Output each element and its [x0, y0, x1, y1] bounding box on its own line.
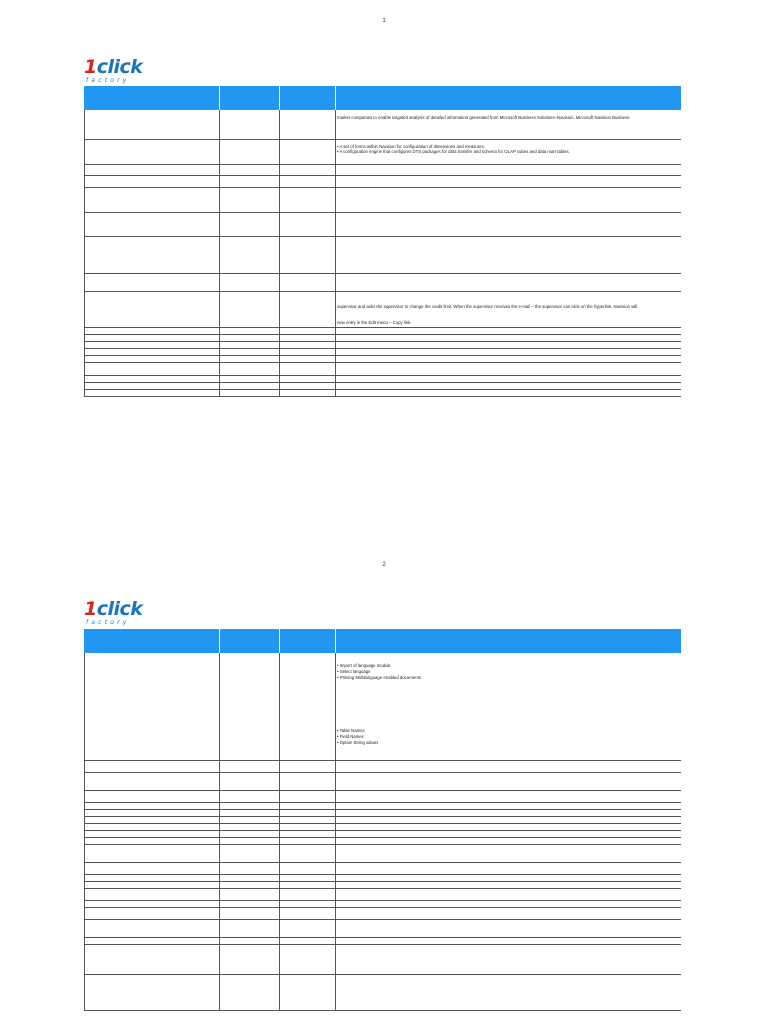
- description-cell: [337, 889, 681, 900]
- table-row: [84, 110, 681, 140]
- table-row: [84, 845, 681, 863]
- column-separator: [219, 817, 220, 823]
- description-line: • A set of forms within Navision for configuration of dimensions and measures.: [337, 144, 485, 149]
- column-separator: [84, 803, 85, 809]
- table-row: [84, 901, 681, 908]
- description-cell: [337, 824, 681, 830]
- column-separator: [84, 761, 85, 772]
- column-separator: [279, 863, 280, 874]
- column-separator: [335, 761, 336, 772]
- table-row: [84, 165, 681, 176]
- column-separator: [84, 390, 85, 396]
- description-line: new entry in the Edit menu – Copy link.: [337, 320, 412, 325]
- logo-tagline: factory: [86, 77, 130, 84]
- column-separator: [84, 889, 85, 900]
- logo-wordmark: 1click: [84, 598, 143, 620]
- table-row: [84, 292, 681, 328]
- description-cell: [337, 761, 681, 772]
- column-separator: [335, 875, 336, 881]
- table-row: [84, 831, 681, 838]
- table-row: [84, 791, 681, 803]
- column-separator: [279, 908, 280, 919]
- description-cell: [337, 791, 681, 802]
- description-cell: [337, 176, 681, 187]
- description-line: • Option String values: [337, 740, 379, 745]
- column-separator: [335, 349, 336, 355]
- column-separator: [219, 945, 220, 974]
- table-row: [84, 920, 681, 938]
- description-cell: [337, 237, 681, 273]
- table-row: [84, 938, 681, 945]
- column-separator: [84, 882, 85, 888]
- column-separator: [335, 383, 336, 389]
- description-cell: [337, 810, 681, 816]
- column-separator: [219, 845, 220, 862]
- table-row: [84, 838, 681, 845]
- column-separator: [335, 188, 336, 212]
- table-header: [84, 629, 681, 653]
- column-separator: [84, 817, 85, 823]
- table-row: [84, 335, 681, 342]
- description-line: • Field Names: [337, 734, 364, 739]
- column-separator: [335, 213, 336, 236]
- column-separator: [335, 908, 336, 919]
- description-cell: [337, 908, 681, 919]
- table-row: [84, 274, 681, 292]
- description-cell: [337, 817, 681, 823]
- column-separator: [279, 110, 280, 139]
- table-row: [84, 328, 681, 335]
- column-separator: [219, 889, 220, 900]
- column-separator: [279, 831, 280, 837]
- column-separator: [335, 824, 336, 830]
- description-cell: [337, 901, 681, 907]
- column-separator: [335, 356, 336, 362]
- column-separator: [219, 328, 220, 334]
- description-line: • Select language: [337, 669, 371, 674]
- column-separator: [279, 938, 280, 944]
- header-cell-version: [220, 86, 280, 110]
- company-logo: [84, 58, 142, 84]
- header-cell-description: [336, 629, 681, 653]
- column-separator: [335, 803, 336, 809]
- column-separator: [219, 390, 220, 396]
- column-separator: [335, 791, 336, 802]
- description-cell: [337, 945, 681, 974]
- description-cell: [337, 920, 681, 937]
- table-row: [84, 213, 681, 237]
- column-separator: [279, 356, 280, 362]
- column-separator: [84, 376, 85, 382]
- column-separator: [279, 824, 280, 830]
- column-separator: [279, 274, 280, 291]
- column-separator: [84, 356, 85, 362]
- column-separator: [279, 213, 280, 236]
- description-cell: [337, 875, 681, 881]
- column-separator: [84, 945, 85, 974]
- table-row: [84, 349, 681, 356]
- column-separator: [219, 824, 220, 830]
- column-separator: [84, 328, 85, 334]
- table-header: [84, 86, 681, 110]
- column-separator: [279, 975, 280, 1010]
- description-cell: [337, 838, 681, 844]
- description-cell: [337, 845, 681, 862]
- column-separator: [279, 140, 280, 164]
- table-row: [84, 773, 681, 791]
- page-number: 1: [382, 18, 386, 24]
- header-cell-version: [220, 629, 280, 653]
- header-cell-status: [280, 629, 336, 653]
- column-separator: [335, 975, 336, 1010]
- column-separator: [279, 390, 280, 396]
- column-separator: [335, 882, 336, 888]
- column-separator: [279, 383, 280, 389]
- column-separator: [84, 213, 85, 236]
- description-cell: [337, 188, 681, 212]
- logo-tagline: factory: [86, 619, 130, 626]
- column-separator: [279, 838, 280, 844]
- column-separator: [335, 390, 336, 396]
- description-cell: [337, 274, 681, 291]
- table-row: [84, 390, 681, 397]
- table-row: [84, 176, 681, 188]
- column-separator: [84, 791, 85, 802]
- column-separator: [335, 376, 336, 382]
- table-row: [84, 383, 681, 390]
- column-separator: [219, 975, 220, 1010]
- column-separator: [279, 653, 280, 760]
- column-separator: [279, 882, 280, 888]
- column-separator: [335, 653, 336, 760]
- column-separator: [219, 176, 220, 187]
- column-separator: [219, 803, 220, 809]
- column-separator: [279, 791, 280, 802]
- column-separator: [279, 889, 280, 900]
- column-separator: [335, 920, 336, 937]
- column-separator: [279, 901, 280, 907]
- column-separator: [84, 165, 85, 175]
- description-line: • A configuration engine that configures DTS packages for data transfer and schema for OLAP cubes and data mart tables.: [337, 149, 570, 154]
- description-cell: [337, 803, 681, 809]
- column-separator: [279, 176, 280, 187]
- description-cell: [337, 342, 681, 348]
- description-line: • Import of language module: [337, 663, 391, 668]
- column-separator: [335, 110, 336, 139]
- feature-table: [84, 629, 681, 1011]
- column-separator: [219, 110, 220, 139]
- table-body: [84, 110, 681, 397]
- column-separator: [335, 945, 336, 974]
- column-separator: [335, 901, 336, 907]
- table-row: [84, 356, 681, 363]
- column-separator: [84, 188, 85, 212]
- column-separator: [84, 938, 85, 944]
- column-separator: [219, 831, 220, 837]
- column-separator: [84, 845, 85, 862]
- column-separator: [219, 838, 220, 844]
- description-cell: [337, 328, 681, 334]
- table-row: [84, 975, 681, 1011]
- table-row: [84, 140, 681, 165]
- column-separator: [219, 938, 220, 944]
- column-separator: [219, 908, 220, 919]
- column-separator: [84, 140, 85, 164]
- column-separator: [279, 875, 280, 881]
- header-cell-status: [280, 86, 336, 110]
- table-row: [84, 376, 681, 383]
- description-cell: [337, 165, 681, 175]
- table-row: [84, 653, 681, 761]
- table-row: [84, 882, 681, 889]
- column-separator: [335, 831, 336, 837]
- table-row: [84, 761, 681, 773]
- column-separator: [335, 863, 336, 874]
- header-cell-feature: [84, 86, 220, 110]
- column-separator: [335, 237, 336, 273]
- table-row: [84, 889, 681, 901]
- column-separator: [219, 810, 220, 816]
- table-row: [84, 817, 681, 824]
- column-separator: [335, 889, 336, 900]
- column-separator: [219, 376, 220, 382]
- description-cell: [337, 863, 681, 874]
- column-separator: [335, 165, 336, 175]
- table-row: [84, 875, 681, 882]
- column-separator: [219, 292, 220, 327]
- column-separator: [219, 213, 220, 236]
- column-separator: [84, 292, 85, 327]
- description-cell: [337, 110, 681, 139]
- column-separator: [219, 863, 220, 874]
- column-separator: [279, 363, 280, 375]
- description-line: market companies to enable targeted analysis of detailed information generated from Microsoft Business Solutions–Navision. Microsoft Navision Business: [337, 115, 630, 120]
- table-row: [84, 188, 681, 213]
- description-cell: [337, 773, 681, 790]
- description-cell: [337, 975, 681, 1010]
- column-separator: [84, 975, 85, 1010]
- table-row: [84, 908, 681, 920]
- header-cell-description: [336, 86, 681, 110]
- column-separator: [84, 237, 85, 273]
- column-separator: [84, 383, 85, 389]
- column-separator: [219, 165, 220, 175]
- column-separator: [219, 791, 220, 802]
- description-line: supervisor and asks the supervisor to change the credit limit. When the supervisor receives the e-mail – the supervisor can click on the hyperlink. Navision will: [337, 304, 638, 309]
- column-separator: [279, 773, 280, 790]
- column-separator: [279, 349, 280, 355]
- description-cell: [337, 831, 681, 837]
- column-separator: [84, 274, 85, 291]
- column-separator: [279, 803, 280, 809]
- description-cell: [337, 938, 681, 944]
- column-separator: [335, 335, 336, 341]
- table-row: [84, 863, 681, 875]
- column-separator: [84, 773, 85, 790]
- description-cell: [337, 292, 681, 327]
- table-row: [84, 810, 681, 817]
- column-separator: [219, 383, 220, 389]
- column-separator: [84, 920, 85, 937]
- column-separator: [219, 237, 220, 273]
- column-separator: [219, 335, 220, 341]
- column-separator: [279, 761, 280, 772]
- page-number: 2: [382, 562, 386, 568]
- column-separator: [335, 274, 336, 291]
- column-separator: [219, 356, 220, 362]
- column-separator: [219, 901, 220, 907]
- column-separator: [84, 824, 85, 830]
- header-cell-feature: [84, 629, 220, 653]
- column-separator: [84, 863, 85, 874]
- description-line: • Printing Multilanguage enabled documents: [337, 675, 421, 680]
- column-separator: [335, 838, 336, 844]
- column-separator: [279, 376, 280, 382]
- column-separator: [335, 342, 336, 348]
- column-separator: [84, 335, 85, 341]
- column-separator: [335, 938, 336, 944]
- column-separator: [279, 328, 280, 334]
- column-separator: [279, 845, 280, 862]
- description-cell: [337, 653, 681, 760]
- description-cell: [337, 213, 681, 236]
- column-separator: [335, 817, 336, 823]
- column-separator: [219, 920, 220, 937]
- description-cell: [337, 383, 681, 389]
- column-separator: [279, 817, 280, 823]
- column-separator: [279, 810, 280, 816]
- table-row: [84, 237, 681, 274]
- table-row: [84, 342, 681, 349]
- column-separator: [279, 342, 280, 348]
- column-separator: [219, 188, 220, 212]
- column-separator: [84, 363, 85, 375]
- description-line: • Table Names: [337, 728, 365, 733]
- column-separator: [219, 363, 220, 375]
- column-separator: [84, 875, 85, 881]
- column-separator: [335, 363, 336, 375]
- column-separator: [279, 165, 280, 175]
- column-separator: [279, 188, 280, 212]
- column-separator: [219, 882, 220, 888]
- column-separator: [219, 140, 220, 164]
- table-row: [84, 363, 681, 376]
- column-separator: [335, 140, 336, 164]
- column-separator: [279, 945, 280, 974]
- column-separator: [335, 845, 336, 862]
- company-logo: [84, 600, 142, 626]
- column-separator: [335, 292, 336, 327]
- column-separator: [219, 773, 220, 790]
- column-separator: [219, 274, 220, 291]
- description-cell: [337, 356, 681, 362]
- description-cell: [337, 335, 681, 341]
- column-separator: [84, 831, 85, 837]
- feature-table: [84, 86, 681, 397]
- table-body: [84, 653, 681, 1011]
- table-row: [84, 803, 681, 810]
- column-separator: [335, 176, 336, 187]
- column-separator: [219, 653, 220, 760]
- column-separator: [84, 810, 85, 816]
- column-separator: [279, 292, 280, 327]
- column-separator: [84, 653, 85, 760]
- column-separator: [219, 875, 220, 881]
- description-cell: [337, 363, 681, 375]
- column-separator: [279, 335, 280, 341]
- column-separator: [335, 773, 336, 790]
- column-separator: [219, 342, 220, 348]
- description-cell: [337, 882, 681, 888]
- table-row: [84, 945, 681, 975]
- column-separator: [84, 901, 85, 907]
- column-separator: [84, 908, 85, 919]
- column-separator: [335, 810, 336, 816]
- column-separator: [84, 838, 85, 844]
- column-separator: [84, 342, 85, 348]
- column-separator: [84, 176, 85, 187]
- description-cell: [337, 376, 681, 382]
- column-separator: [84, 110, 85, 139]
- table-row: [84, 824, 681, 831]
- column-separator: [219, 761, 220, 772]
- description-cell: [337, 349, 681, 355]
- column-separator: [84, 349, 85, 355]
- logo-wordmark: 1click: [84, 56, 143, 78]
- column-separator: [279, 920, 280, 937]
- description-cell: [337, 140, 681, 164]
- description-cell: [337, 390, 681, 396]
- column-separator: [219, 349, 220, 355]
- column-separator: [279, 237, 280, 273]
- column-separator: [335, 328, 336, 334]
